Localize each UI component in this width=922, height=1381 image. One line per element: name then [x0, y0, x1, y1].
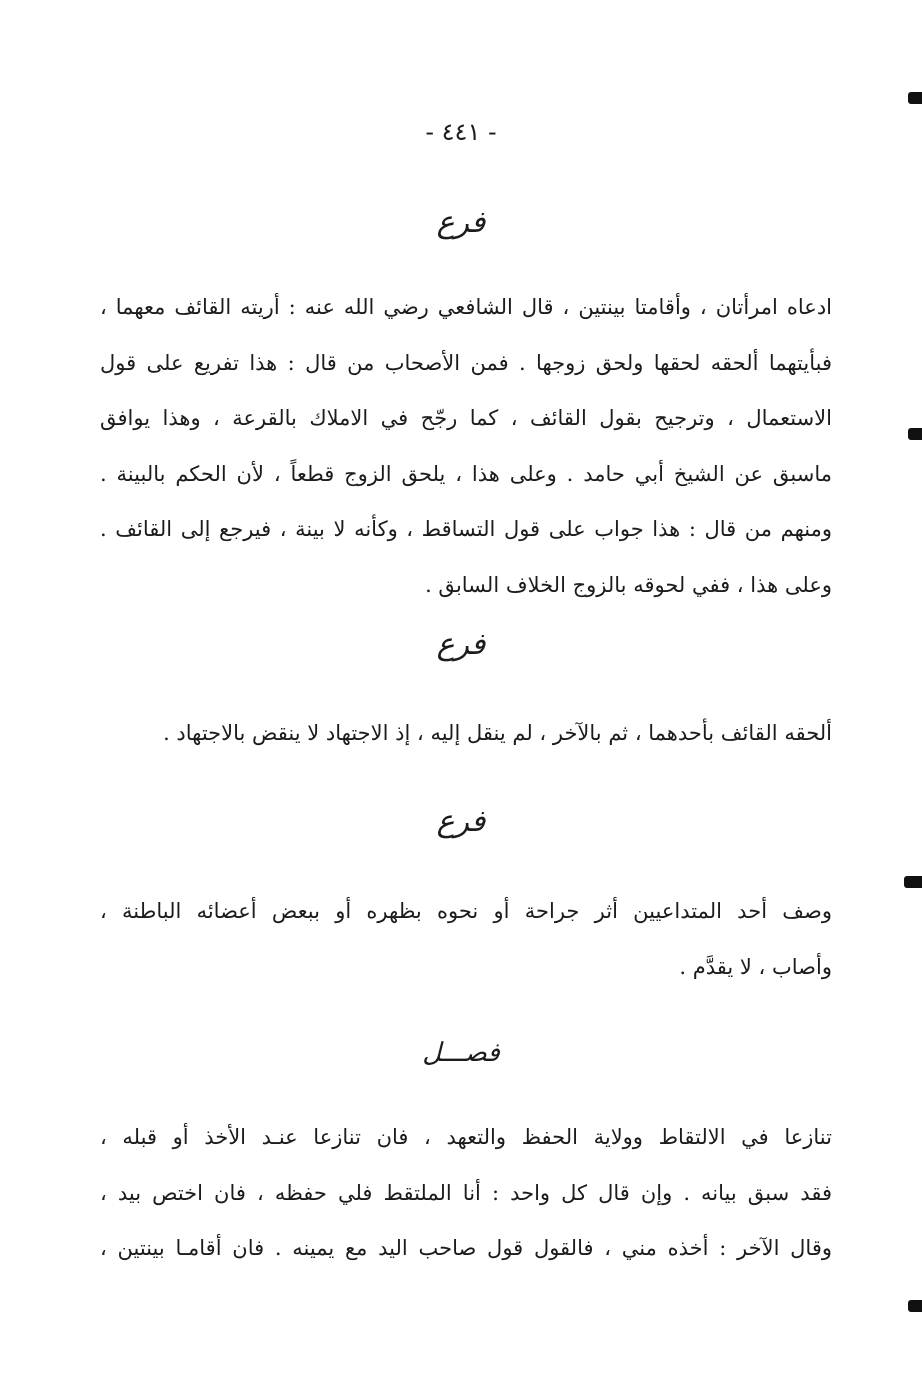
section-heading-fasl: فصـــل	[422, 1038, 500, 1068]
scan-edge-mark	[904, 876, 922, 888]
section-heading-far-3: فرع	[436, 804, 486, 839]
paragraph-4	[100, 1110, 832, 1277]
scan-edge-mark	[908, 428, 922, 440]
section-heading-far-2: فرع	[436, 627, 486, 662]
paragraph-line: تنازعا في الالتقاط وولاية الحفظ والتعهد ، فان تنازعا عنـد الأخذ أو قبله ،	[100, 1125, 832, 1149]
paragraph-line: وصف أحد المتداعيين أثر جراحة أو نحوه بظهره أو ببعض أعضائه الباطنة ،	[100, 899, 832, 923]
paragraph-line: ادعاه امرأتان ، وأقامتا بينتين ، قال الشافعي رضي الله عنه : أريته القائف معهما ،	[100, 295, 832, 319]
paragraph-line: وقال الآخر : أخذه مني ، فالقول قول صاحب اليد مع يمينه . فان أقامـا بينتين ،	[100, 1236, 832, 1260]
page-number: - ٤٤١ -	[425, 118, 497, 146]
paragraph-line: ألحقه القائف بأحدهما ، ثم بالآخر ، لم ينقل إليه ، إذ الاجتهاد لا ينقض بالاجتهاد .	[163, 721, 832, 745]
paragraph-line: الاستعمال ، وترجيح بقول القائف ، كما رجّح في الاملاك بالقرعة ، وهذا يوافق	[100, 406, 832, 430]
paragraph-3	[100, 884, 832, 995]
paragraph-line: وعلى هذا ، ففي لحوقه بالزوج الخلاف السابق .	[425, 572, 832, 597]
paragraph-line: فقد سبق بيانه . وإن قال كل واحد : أنا الملتقط فلي حفظه ، فان اختص بيد ،	[100, 1180, 832, 1205]
paragraph-line: ماسبق عن الشيخ أبي حامد . وعلى هذا ، يلحق الزوج قطعاً ، لأن الحكم بالبينة .	[100, 461, 832, 486]
paragraph-line: وأصاب ، لا يقدَّم .	[679, 954, 832, 979]
scan-edge-mark	[908, 92, 922, 104]
scan-edge-mark	[908, 1300, 922, 1312]
paragraph-line: فبأيتهما ألحقه لحقها ولحق زوجها . فمن الأصحاب من قال : هذا تفريع على قول	[100, 350, 832, 375]
paragraph-2	[100, 706, 832, 762]
paragraph-1	[100, 280, 832, 613]
section-heading-far-1: فرع	[436, 205, 486, 240]
paragraph-line: ومنهم من قال : هذا جواب على قول التساقط ، وكأنه لا بينة ، فيرجع إلى القائف .	[100, 517, 832, 541]
